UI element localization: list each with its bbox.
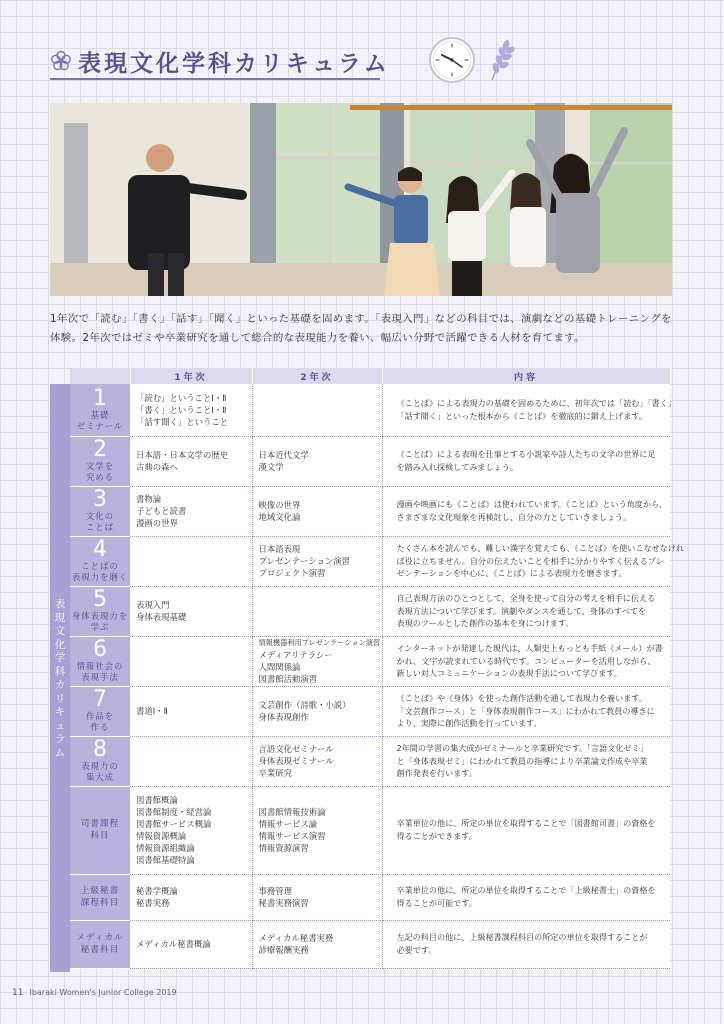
subject-name-line: 科目 [90, 831, 110, 841]
side-label-char: 現 [54, 611, 66, 624]
content-cell [382, 536, 684, 586]
year2-cell [252, 436, 382, 486]
table-row [70, 874, 670, 920]
subject-name-line: 身体表現力を [71, 611, 129, 621]
subject-name-line: ゼミナール [76, 420, 124, 431]
content-line: 《ことば》による表現力の基礎を固めるために、初年次では「読む」「書く」 [396, 397, 676, 408]
content-line: 「文芸創作コース」と「身体表現創作コース」にわかれて教員の導きに [396, 705, 655, 716]
content-line: 得ることができます。 [396, 831, 477, 841]
subject-name-line: ことば [85, 522, 115, 532]
content-line: 表現方法について学びます。演劇やダンスを通して、身体のすべてを [396, 605, 647, 616]
year1-course: 子どもと読書 [136, 506, 187, 516]
year1-cell [130, 486, 252, 536]
subject-name-line: 表現手法 [81, 672, 119, 682]
year1-course: 日本語・日本文学の歴史 [136, 450, 229, 460]
subject-number: 7 [93, 687, 107, 712]
side-label-char: 化 [54, 638, 66, 651]
subject-name-line: メディカル [76, 932, 124, 943]
year2-cell [252, 736, 382, 786]
content-cell [382, 686, 670, 736]
year2-cell [252, 384, 382, 436]
content-cell [382, 920, 670, 968]
subject-cell [70, 736, 130, 786]
year2-course: 映像の世界 [258, 500, 301, 510]
year1-cell [130, 436, 252, 486]
subject-cell [70, 384, 130, 436]
content-cell [382, 384, 676, 436]
subject-cell [70, 786, 130, 874]
subject-name-line: 学ぶ [90, 622, 110, 632]
year1-course: 「話す聞く」ということ [136, 416, 229, 427]
side-label-char: ム [54, 746, 66, 759]
table-header-subject [70, 368, 130, 384]
classroom-photo [50, 103, 672, 296]
table-row [70, 920, 670, 968]
year2-course: メディカル秘書実務 [258, 933, 334, 943]
year2-course: 情報機器利用プレゼンテーション演習 [258, 638, 381, 647]
content-line: を踏み入れ探検してみましょう。 [396, 462, 518, 472]
year2-course: 文芸創作（詩歌・小説） [258, 700, 351, 710]
content-line: 卒業単位の他に、所定の単位を取得することで「上級秘書士」の資格を [396, 885, 656, 896]
year1-course: 情報資源概論 [136, 831, 187, 841]
year1-course: 表現入門 [136, 600, 170, 610]
year1-cell [130, 736, 252, 786]
year2-course: 漢文学 [258, 462, 284, 472]
year1-course: 情報資源組織論 [136, 843, 195, 853]
content-line: ゼンテーションを中心に、《ことば》による表現力を磨きます。 [396, 568, 627, 579]
side-label-char: ラ [54, 733, 66, 745]
year2-course: 秘書実務演習 [258, 898, 309, 908]
content-line: たくさん本を読んでも、難しい漢字を覚えても、《ことば》を使いこなせなけれ [396, 542, 684, 553]
year1-course: 古典の森へ [136, 462, 178, 472]
table-row [70, 636, 670, 686]
subject-cell [70, 586, 130, 636]
content-cell [382, 786, 670, 874]
year1-cell [130, 384, 252, 436]
year1-course: 図書館制度・経営論 [136, 807, 212, 817]
content-cell [382, 636, 670, 686]
subject-number: 5 [93, 587, 107, 612]
year1-course: 秘書学概論 [136, 886, 178, 896]
year2-course: 地域文化論 [258, 512, 301, 522]
year2-cell [252, 486, 382, 536]
subject-cell [70, 636, 130, 686]
table-row [70, 586, 670, 636]
table-header-content: 内容 [382, 368, 670, 384]
content-cell [382, 736, 670, 786]
year1-course: 秘書実務 [136, 898, 170, 908]
year1-course: 書道Ⅰ・Ⅱ [136, 706, 168, 716]
year1-cell [130, 586, 252, 636]
subject-cell [70, 536, 130, 586]
table-header-year1: 1年次 [130, 368, 252, 384]
content-line: 必要です。 [396, 945, 437, 955]
content-line: ば役に立ちません。自分の伝えたいことを相手に分かりやすく伝えるプレ [396, 555, 664, 566]
year2-cell [252, 686, 382, 736]
year1-course: 図書館基礎特論 [136, 855, 195, 865]
year1-cell [130, 920, 252, 968]
year2-cell [252, 586, 382, 636]
year1-course: メディカル秘書概論 [136, 939, 211, 949]
year1-course: 漫画の世界 [136, 518, 178, 528]
year2-course: 図書館活動演習 [258, 674, 318, 684]
year2-cell [252, 636, 382, 686]
subject-number: 4 [93, 537, 107, 562]
subject-name-line: 作品を [85, 711, 115, 721]
subject-name-line: 司書課程 [80, 818, 120, 829]
content-line: 2年間の学習の集大成がゼミナールと卒業研究です。「言語文化ゼミ」 [396, 742, 648, 753]
year2-course: 診療報酬実務 [258, 945, 309, 955]
year2-course: 卒業研究 [258, 768, 292, 778]
content-line: 表現のツールとした創作の基本を身につけます。 [396, 618, 574, 629]
table-row [70, 436, 670, 486]
content-line: 《ことば》や《身体》を使った創作活動を通して表現力を養います。 [396, 692, 647, 703]
subject-name-line: 基礎 [90, 409, 110, 420]
subject-name-line: 上級秘書 [80, 885, 120, 896]
content-line: 得ることが可能です。 [396, 898, 477, 908]
year2-course: 身体表現創作 [258, 712, 309, 722]
page-footer [12, 988, 177, 998]
content-line: と「身体表現ゼミ」にわかれて教員の指導により卒業論文作成や卒業 [396, 755, 648, 766]
subject-cell [70, 436, 130, 486]
year1-course: 図書館サービス概論 [136, 819, 212, 829]
year2-course: プロジェクト演習 [258, 568, 326, 578]
year1-cell [130, 686, 252, 736]
table-row [70, 486, 670, 536]
content-cell [382, 586, 670, 636]
subject-name-line: 情報社会の [76, 661, 124, 671]
year1-cell [130, 874, 252, 920]
year1-course: 書物論 [136, 494, 162, 504]
table-row [70, 786, 670, 874]
year1-cell [130, 536, 252, 586]
title-underline [50, 78, 380, 80]
year1-course: 図書館概論 [136, 795, 178, 805]
side-vertical-label [52, 598, 68, 760]
subject-name-line: ことばの [81, 561, 119, 571]
year2-course: 言語文化ゼミナール [258, 744, 334, 754]
intro-paragraph: 1年次で「読む」「書く」「話す」「聞く」といった基礎を固めます。「表現入門」などの科目では、演劇などの基礎トレーニングを体験。2年次ではゼミや卒業研究を通して総合的な表現能力を養い、幅広い分野で活躍できる人材を育てます。 [50, 313, 672, 344]
subject-number: 6 [93, 637, 107, 662]
content-line: 《ことば》による表現を仕事とする小説家や詩人たちの文学の世界に足 [396, 449, 656, 460]
subject-cell [70, 486, 130, 536]
side-label-char: ュ [54, 719, 66, 732]
table-header-row [70, 368, 670, 384]
content-line: 「話す聞く」といった根本から《ことば》を徹底的に鍛え上げます。 [396, 410, 647, 421]
table-row [70, 686, 670, 736]
content-line: 自己表現方法のひとつとして、全身を使って自分の考えを相手に伝える [396, 592, 656, 603]
subject-number: 3 [93, 487, 107, 512]
curriculum-table [70, 368, 684, 969]
curriculum-table-section [50, 368, 684, 972]
subject-name-line: 文学を [85, 461, 115, 471]
year2-course: プレゼンテーション演習 [258, 556, 350, 566]
subject-number: 1 [93, 385, 107, 411]
year2-course: 情報資源演習 [258, 843, 309, 853]
content-line: 卒業単位の他に、所定の単位を取得することで「図書館司書」の資格を [396, 818, 656, 829]
subject-name-line: 文化の [85, 511, 115, 521]
year2-cell [252, 920, 382, 968]
table-row [70, 384, 670, 436]
subject-name-line: 課程科目 [80, 898, 120, 908]
lavender-leaf-icon [486, 36, 516, 82]
content-cell [382, 436, 670, 486]
subject-name-line: 表現力を磨く [71, 572, 129, 582]
year2-course: 日本近代文学 [258, 450, 309, 460]
content-line: 新しい対人コミュニケーションの表現手法について学びます。 [396, 668, 622, 679]
subject-name-line: 作る [90, 722, 110, 732]
side-label-char: 学 [54, 652, 66, 664]
content-line: 創作発表を行います。 [396, 768, 477, 779]
content-line: かれ、文字が読まれている時代です。コンピューターを活用しながら、 [396, 655, 656, 666]
side-label-char: カ [54, 679, 66, 691]
side-label-char: 表 [54, 598, 66, 610]
year2-course: 情報サービス論 [258, 819, 318, 829]
year2-course: 図書館情報技術論 [258, 807, 326, 817]
subject-name-line: 表現力の [81, 761, 119, 771]
year2-cell [252, 874, 382, 920]
year1-course: 身体表現基礎 [136, 612, 187, 622]
content-line: インターネットが発達した現代は、人類史上もっとも手紙（メール）が書 [396, 642, 663, 653]
side-label-char: 文 [54, 625, 66, 637]
year1-cell [130, 786, 252, 874]
subject-name-line: 究める [85, 472, 115, 482]
subject-number: 8 [93, 737, 107, 762]
subject-cell [70, 686, 130, 736]
year2-course: 日本語表現 [258, 544, 301, 554]
subject-name-line: 集大成 [85, 772, 115, 782]
year2-course: 人間関係論 [258, 662, 301, 672]
table-row [70, 736, 670, 786]
side-label-char: 科 [54, 665, 66, 678]
page-title: 表現文化学科カリキュラム [78, 51, 390, 77]
year2-course: メディアリテラシー [258, 650, 333, 660]
subject-cell [70, 874, 130, 920]
side-label-char: キ [54, 706, 66, 718]
content-cell [382, 874, 670, 920]
year2-course: 身体表現ゼミナール [258, 756, 334, 766]
content-line: 左記の科目の他に、上級秘書課程科目の所定の単位を取得することが [396, 932, 648, 943]
subject-name-line: 秘書科目 [80, 945, 120, 955]
content-line: さまざまな文化現象を再検討し、自分の力としていきましょう。 [396, 512, 632, 522]
table-header-year2: 2年次 [252, 368, 382, 384]
year2-cell [252, 786, 382, 874]
college-name: Ibaraki Women's Junior College 2019 [29, 988, 177, 997]
content-cell [382, 486, 670, 536]
subject-cell [70, 920, 130, 968]
content-line: 漫画や映画にも《ことば》は使われています。《ことば》という角度から、 [396, 499, 668, 510]
side-label-char: リ [54, 692, 66, 705]
flower-icon [50, 50, 72, 72]
subject-number: 2 [93, 437, 107, 462]
year2-course: 情報サービス演習 [258, 831, 326, 841]
page-number: 11 [12, 988, 24, 998]
year1-cell [130, 636, 252, 686]
table-row [70, 536, 670, 586]
year1-course: 「読む」ということⅠ・Ⅱ [136, 392, 227, 403]
year1-course: 「書く」ということⅠ・Ⅱ [136, 404, 227, 415]
year2-course: 事務管理 [258, 886, 292, 896]
clock-icon [428, 36, 476, 84]
content-line: より、実際に創作活動を行っています。 [396, 718, 542, 729]
year2-cell [252, 536, 382, 586]
